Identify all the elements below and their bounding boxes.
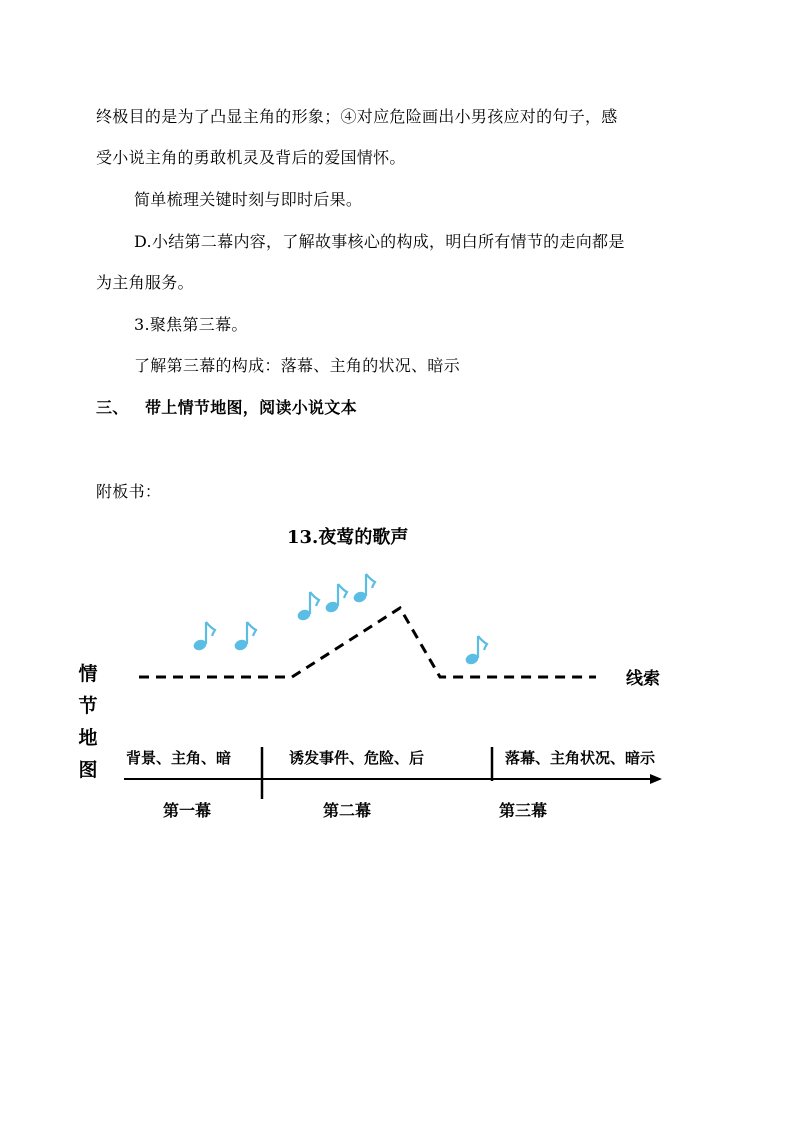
plot-line: [139, 608, 596, 677]
clue-label: 线索: [626, 669, 660, 689]
side-label-char-4: 图: [78, 759, 98, 781]
body-line-3: 简单梳理关键时刻与即时后果。: [134, 190, 363, 209]
board-label: 附板书：: [96, 482, 162, 501]
side-label-char-3: 地: [78, 727, 98, 749]
diagram-title: 13.夜莺的歌声: [287, 527, 409, 548]
body-line-6: 3.聚焦第三幕。: [134, 315, 248, 334]
body-line-2: 受小说主角的勇敢机灵及背后的爱国情怀。: [96, 148, 406, 167]
body-line-5: 为主角服务。: [96, 273, 194, 292]
music-note-icon: [296, 592, 319, 622]
segment-label-3: 落幕、主角状况、暗示: [505, 749, 656, 767]
section-number: 三、: [96, 398, 129, 417]
side-label-char-1: 情: [78, 663, 98, 685]
music-note-icon: [192, 622, 215, 652]
act-label-2: 第二幕: [323, 801, 372, 820]
act-label-1: 第一幕: [163, 801, 212, 820]
body-line-1: 终极目的是为了凸显主角的形象；④对应危险画出小男孩应对的句子，感: [96, 107, 618, 126]
music-note-icon: [233, 622, 256, 652]
act-label-3: 第三幕: [499, 801, 548, 820]
segment-label-2: 诱发事件、危险、后: [289, 749, 425, 767]
section-heading: 带上情节地图，阅读小说文本: [145, 398, 357, 417]
music-note-icon: [324, 584, 347, 614]
side-label-char-2: 节: [78, 695, 98, 717]
music-note-icon: [352, 574, 375, 604]
body-line-4: D.小结第二幕内容，了解故事核心的构成，明白所有情节的走向都是: [134, 232, 625, 251]
body-line-7: 了解第三幕的构成：落幕、主角的状况、暗示: [134, 356, 461, 375]
segment-label-1: 背景、主角、暗: [126, 749, 232, 767]
music-note-icon: [464, 636, 487, 666]
